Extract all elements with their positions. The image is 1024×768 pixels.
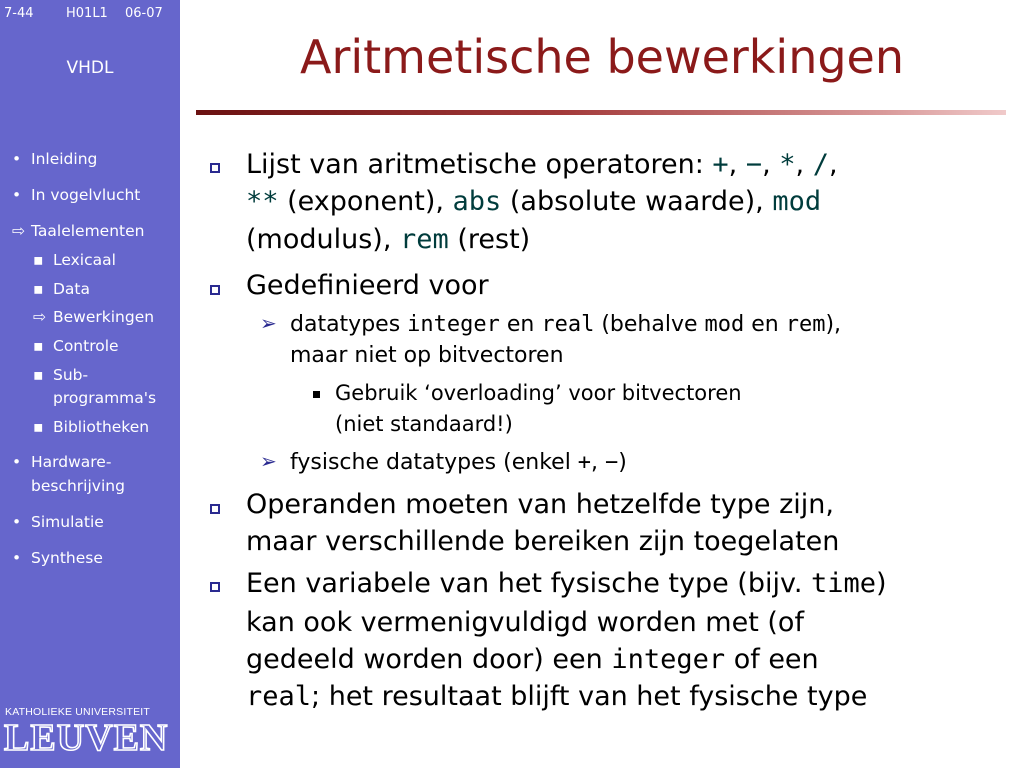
square-outline-bullet-icon: [210, 285, 220, 295]
bullet-3-line-1: Operanden moeten van hetzelfde type zijn,: [246, 489, 834, 520]
bullet-icon: •: [12, 549, 22, 567]
arrow-bullet-icon: ➢: [260, 449, 277, 473]
nav-label: programma's: [53, 389, 157, 407]
bullet-2-text: Gedefinieerd voor: [246, 270, 489, 301]
nav-label: Hardware-: [31, 453, 112, 471]
square-bullet-icon: [313, 391, 320, 398]
nav-label: Bewerkingen: [53, 308, 155, 326]
operator-exponent: **: [246, 186, 279, 217]
arrow-right-icon: ⇨: [33, 308, 46, 326]
square-outline-bullet-icon: [210, 163, 220, 173]
nav-label: Simulatie: [31, 513, 104, 531]
bullet-2-sub-1-line-2: maar niet op bitvectoren: [290, 343, 564, 368]
course-code: H01L1: [66, 6, 108, 21]
university-city: LEUVEN: [4, 717, 169, 759]
nav-label: Inleiding: [31, 150, 98, 168]
square-outline-bullet-icon: [210, 582, 220, 592]
nav-label: In vogelvlucht: [31, 186, 141, 204]
square-bullet-icon: ▪: [33, 280, 44, 298]
nav-label: Data: [53, 280, 91, 298]
operator-divide: /: [812, 149, 829, 180]
operator-mod: mod: [772, 186, 822, 217]
bullet-1-line-1: Lijst van aritmetische operatoren: +, −, *, /,: [246, 149, 838, 180]
subject: VHDL: [66, 58, 114, 78]
square-bullet-icon: ▪: [33, 251, 44, 269]
bullet-icon: •: [12, 150, 22, 168]
bullet-4-line-4: real; het resultaat blijft van het fysische type: [246, 681, 868, 712]
operator-rem: rem: [399, 224, 449, 255]
arrow-bullet-icon: ➢: [260, 311, 277, 335]
slide-title: Aritmetische bewerkingen: [299, 30, 905, 84]
nav-label: Synthese: [31, 549, 103, 567]
bullet-icon: •: [12, 186, 22, 204]
square-bullet-icon: ▪: [33, 418, 44, 436]
nav-label: Controle: [53, 337, 119, 355]
slide-number: 7-44: [4, 6, 34, 21]
bullet-icon: •: [12, 453, 22, 471]
bullet-1-line-2: ** (exponent), abs (absolute waarde), mod: [246, 186, 822, 217]
university-name: KATHOLIEKE UNIVERSITEIT: [5, 706, 151, 718]
bullet-3-line-2: maar verschillende bereiken zijn toegelaten: [246, 526, 840, 557]
nav-label: Taalelementen: [31, 222, 145, 240]
nav-label: Sub-: [53, 366, 89, 384]
operator-minus: −: [745, 149, 763, 180]
bullet-2-sub-1a-line-2: (niet standaard!): [335, 412, 513, 436]
nav-label: Lexicaal: [53, 251, 116, 269]
square-bullet-icon: ▪: [33, 366, 44, 384]
bullet-2-sub-2: fysische datatypes (enkel +, −): [290, 450, 627, 475]
operator-multiply: *: [779, 149, 796, 180]
bullet-1-line-3: (modulus), rem (rest): [246, 224, 531, 255]
bullet-2-sub-1a-line-1: Gebruik ‘overloading’ voor bitvectoren: [335, 381, 742, 405]
nav-label: beschrijving: [31, 477, 125, 495]
square-bullet-icon: ▪: [33, 337, 44, 355]
bullet-4-line-1: Een variabele van het fysische type (bijv. time): [246, 568, 887, 599]
nav-label: Bibliotheken: [53, 418, 150, 436]
arrow-right-icon: ⇨: [12, 222, 25, 240]
square-outline-bullet-icon: [210, 504, 220, 514]
bullet-4-line-2: kan ook vermenigvuldigd worden met (of: [246, 607, 804, 638]
date: 06-07: [125, 6, 163, 21]
operator-plus: +: [712, 149, 729, 180]
bullet-icon: •: [12, 513, 22, 531]
bullet-2-sub-1-line-1: datatypes integer en real (behalve mod en rem),: [290, 312, 842, 337]
bullet-4-line-3: gedeeld worden door) een integer of een: [246, 644, 819, 675]
operator-abs: abs: [452, 186, 502, 217]
